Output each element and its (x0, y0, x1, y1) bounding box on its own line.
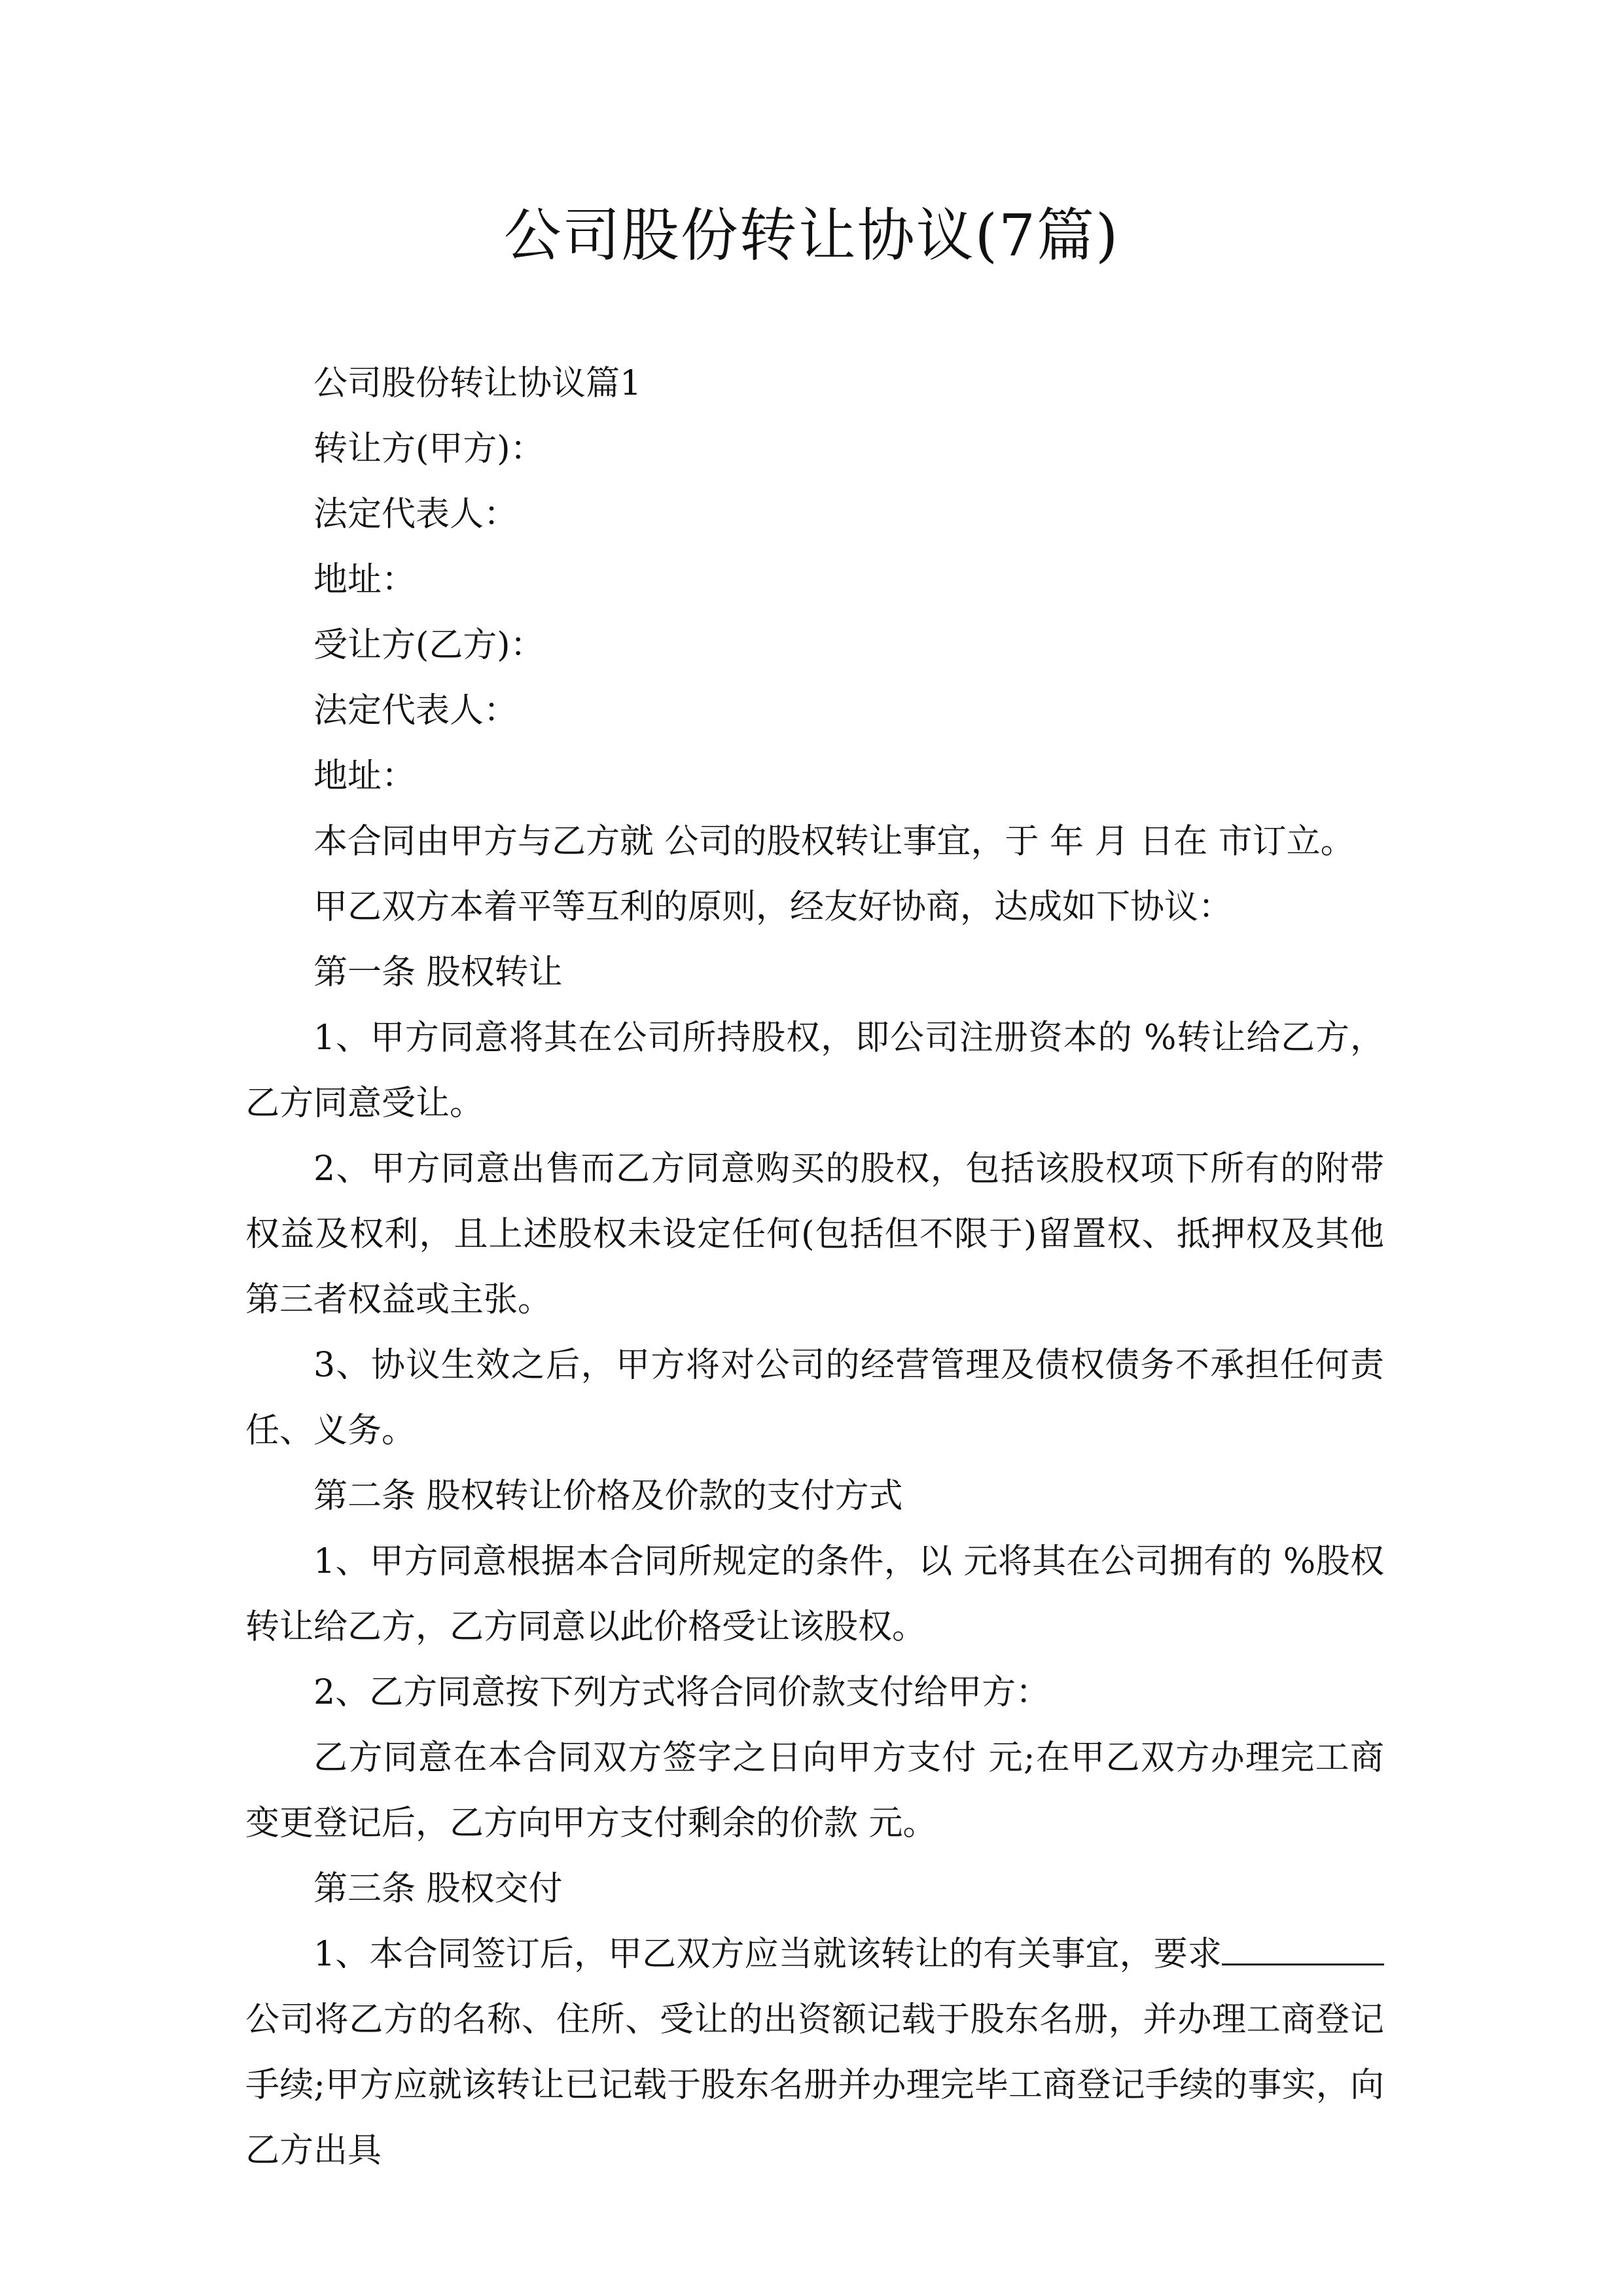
payment-terms: 乙方同意在本合同双方签字之日向甲方支付 元;在甲乙双方办理完工商变更登记后，乙方向甲方支付剩余的价款 元。 (245, 1738, 1384, 1843)
clause-text-before-blank: 1、本合同签订后，甲乙双方应当就该转让的有关事宜，要求 (313, 1935, 1222, 1974)
fill-in-blank-line (1222, 1937, 1384, 1965)
article-2-heading: 第二条 股权转让价格及价款的支付方式 (313, 1477, 903, 1516)
document-title: 公司股份转让协议(7篇) (503, 202, 1120, 269)
agreement-intro: 甲乙双方本着平等互利的原则，经友好协商，达成如下协议： (313, 888, 1233, 927)
document-body (245, 351, 1384, 2183)
article-2-clause-2: 2、乙方同意按下列方式将合同价款支付给甲方： (313, 1673, 1050, 1712)
section-heading: 公司股份转让协议篇1 (313, 364, 642, 403)
party-a-address: 地址： (313, 560, 416, 600)
contract-preamble: 本合同由甲方与乙方就 公司的股权转让事宜，于 年 月 日在 市订立。 (313, 822, 1355, 861)
article-3-heading: 第三条 股权交付 (313, 1869, 563, 1909)
article-3-clause-1 (245, 1922, 1384, 2183)
article-1-clause-1: 1、甲方同意将其在公司所持股权，即公司注册资本的 %转让给乙方，乙方同意受让。 (245, 1018, 1384, 1123)
party-b-address: 地址： (313, 757, 416, 796)
article-2-clause-1: 1、甲方同意根据本合同所规定的条件，以 元将其在公司拥有的 %股权转让给乙方，乙方同意以此价格受让该股权。 (245, 1542, 1384, 1647)
article-1-heading: 第一条 股权转让 (313, 953, 563, 992)
article-1-clause-3: 3、协议生效之后，甲方将对公司的经营管理及债权债务不承担任何责任、义务。 (245, 1346, 1384, 1450)
party-a-label: 转让方(甲方)： (313, 429, 544, 469)
clause-text-after-blank: 公司将乙方的名称、住所、受让的出资额记载于股东名册，并办理工商登记手续;甲方应就该转让已记载于股东名册并办理完毕工商登记手续的事实，向乙方出具 (245, 2000, 1384, 2170)
party-b-label: 受让方(乙方)： (313, 626, 544, 665)
article-1-clause-2: 2、甲方同意出售而乙方同意购买的股权，包括该股权项下所有的附带权益及权利，且上述股权未设定任何(包括但不限于)留置权、抵押权及其他第三者权益或主张。 (245, 1149, 1384, 1319)
party-a-representative: 法定代表人： (313, 495, 518, 534)
party-b-representative: 法定代表人： (313, 691, 518, 730)
